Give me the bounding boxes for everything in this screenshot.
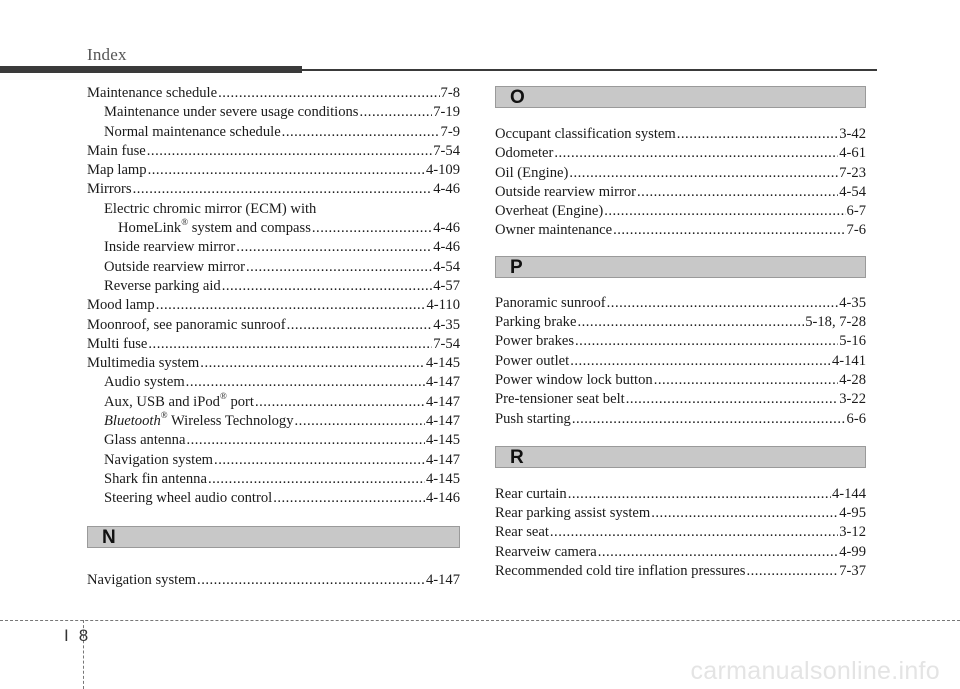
entry-label: Glass antenna	[104, 432, 186, 449]
index-entry	[87, 103, 460, 122]
entry-page: 6-7	[846, 203, 866, 220]
index-entry	[87, 180, 460, 199]
leader-dots	[186, 373, 425, 392]
leader-dots	[577, 313, 804, 332]
index-entry	[87, 296, 460, 315]
section-marker: I	[64, 626, 69, 645]
leader-dots	[287, 316, 433, 335]
index-entry	[495, 410, 866, 429]
entry-label: Power window lock button	[495, 371, 653, 388]
index-entry	[495, 125, 866, 144]
section-letter-bar-o	[495, 86, 866, 108]
section-letter-bar-r	[495, 446, 866, 468]
index-entry	[87, 123, 460, 142]
index-entry	[495, 485, 866, 504]
entry-label: Inside rearview mirror	[104, 239, 236, 256]
leader-dots	[575, 332, 838, 351]
entry-label: Outside rearview mirror	[104, 258, 246, 275]
entry-label: Moonroof, see panoramic sunroof	[87, 316, 286, 333]
entry-label: Power brakes	[495, 333, 575, 350]
entry-label	[118, 219, 311, 238]
entry-label: Panoramic sunroof	[495, 294, 606, 311]
entry-page: 4-54	[839, 183, 866, 200]
entry-label: Recommended cold tire inflation pressures	[495, 563, 746, 580]
index-entry	[87, 571, 460, 590]
index-entry	[87, 84, 460, 103]
entry-page: 5-16	[839, 333, 866, 350]
entry-label: Overheat (Engine)	[495, 203, 604, 220]
entry-page: 3-42	[839, 126, 866, 142]
leader-dots	[255, 393, 425, 412]
leader-dots	[208, 470, 425, 489]
header-rule-thin	[302, 69, 877, 71]
entry-label	[104, 412, 294, 431]
entry-label: Maintenance schedule	[87, 85, 218, 101]
header-rule-thick	[0, 66, 302, 73]
leader-dots	[214, 451, 425, 470]
index-entry	[87, 489, 460, 508]
entry-page: 4-46	[433, 220, 460, 237]
index-entry	[87, 142, 460, 161]
entry-page: 4-144	[831, 485, 866, 502]
entry-label: Mood lamp	[87, 297, 155, 314]
entry-page: 7-54	[433, 142, 460, 159]
entry-page: 7-37	[839, 563, 866, 580]
section-letter: N	[102, 526, 116, 548]
entry-page: 4-147	[425, 413, 460, 430]
leader-dots	[236, 238, 432, 257]
leader-dots	[360, 103, 433, 122]
entry-label-part: HomeLink	[118, 220, 182, 237]
index-entry	[87, 277, 460, 296]
entry-page: 4-95	[839, 505, 866, 522]
entry-label: Rearveiw camera	[495, 543, 597, 560]
section-letter: O	[510, 87, 525, 108]
entry-label: Oil (Engine)	[495, 164, 569, 181]
entry-label: Multi fuse	[87, 335, 148, 352]
leader-dots	[148, 335, 432, 354]
index-entry	[87, 200, 460, 219]
entry-page: 4-28	[839, 371, 866, 388]
entry-label: Rear seat	[495, 524, 549, 541]
entry-page: 4-146	[425, 490, 460, 507]
entry-label	[104, 390, 254, 412]
index-entry	[495, 352, 866, 371]
leader-dots	[568, 485, 831, 504]
leader-dots	[156, 296, 426, 315]
entry-label: Pre-tensioner seat belt	[495, 391, 625, 408]
leader-dots	[604, 202, 845, 221]
entry-label: Electric chromic mirror (ECM) with	[104, 200, 317, 217]
page-number-value: 8	[78, 626, 89, 645]
entry-label: Occupant classification system	[495, 126, 676, 142]
entry-label: Push starting	[495, 410, 571, 427]
leader-dots	[147, 142, 432, 161]
entry-label: Normal maintenance schedule	[104, 123, 281, 140]
leader-dots	[200, 354, 425, 373]
entry-label: Navigation system	[104, 451, 214, 468]
entry-label: Audio system	[104, 374, 185, 391]
entry-page: 4-147	[425, 451, 460, 468]
leader-dots	[570, 352, 831, 371]
index-entry	[87, 335, 460, 354]
entry-label: Reverse parking aid	[104, 277, 221, 294]
index-entry	[495, 390, 866, 409]
entry-page: 4-54	[433, 258, 460, 275]
registered-mark: ®	[181, 217, 189, 228]
entry-label: Odometer	[495, 145, 554, 162]
entry-page: 4-35	[433, 316, 460, 333]
leader-dots	[218, 84, 439, 103]
entry-label: Outside rearview mirror	[495, 183, 637, 200]
registered-mark: ®	[160, 410, 168, 421]
index-entry	[87, 316, 460, 335]
entry-label: Main fuse	[87, 142, 146, 159]
entry-page: 7-54	[433, 335, 460, 352]
leader-dots	[148, 161, 425, 180]
leader-dots	[569, 164, 838, 183]
entry-page: 4-147	[425, 393, 460, 410]
entry-page: 4-57	[433, 277, 460, 294]
entry-label-part: Wireless Technology	[167, 413, 294, 430]
entry-page: 4-145	[425, 355, 460, 372]
leader-dots	[550, 523, 838, 542]
registered-mark: ®	[219, 390, 227, 401]
entry-page: 4-61	[839, 145, 866, 162]
entry-label: Navigation system	[87, 571, 197, 588]
index-entry	[495, 313, 866, 332]
entry-page: 3-12	[839, 524, 866, 541]
entry-page: 4-110	[426, 297, 460, 314]
leader-dots	[222, 277, 433, 296]
watermark: carmanualsonline.info	[690, 657, 940, 685]
entry-page: 4-46	[433, 181, 460, 198]
entry-page: 4-141	[831, 352, 866, 369]
index-entry	[87, 412, 460, 431]
entry-page: 7-19	[433, 104, 460, 121]
section-letter-bar-p	[495, 256, 866, 278]
section-letter-bar-n	[87, 526, 460, 548]
leader-dots	[613, 221, 845, 240]
index-entry	[87, 390, 460, 412]
index-entry	[87, 373, 460, 392]
index-entry	[87, 451, 460, 470]
page-header-title: Index	[87, 45, 127, 64]
entry-label-part: Aux, USB and iPod	[104, 393, 220, 410]
leader-dots	[273, 489, 425, 508]
index-entry	[87, 431, 460, 450]
leader-dots	[282, 123, 440, 142]
index-entry	[495, 164, 866, 183]
entry-page: 4-109	[425, 162, 460, 179]
entry-page: 7-8	[440, 85, 460, 101]
index-entry	[495, 332, 866, 351]
index-entry	[87, 258, 460, 277]
page-number	[64, 626, 88, 646]
index-column-right	[495, 86, 866, 581]
entry-page: 4-147	[425, 374, 460, 391]
entry-page: 4-147	[425, 571, 460, 588]
leader-dots	[746, 562, 838, 581]
index-entry	[495, 371, 866, 390]
leader-dots	[651, 504, 838, 523]
leader-dots	[186, 431, 424, 450]
entry-page: 7-6	[846, 222, 866, 239]
index-entry	[495, 543, 866, 562]
entry-label-part: Bluetooth	[104, 413, 161, 430]
index-entry	[495, 562, 866, 581]
entry-label: Rear parking assist system	[495, 505, 651, 522]
leader-dots	[246, 258, 432, 277]
leader-dots	[197, 571, 425, 590]
entry-label: Multimedia system	[87, 355, 200, 372]
entry-page: 4-145	[425, 470, 460, 487]
entry-page: 4-46	[433, 239, 460, 256]
index-entry	[87, 219, 460, 238]
entry-page: 6-6	[846, 410, 866, 427]
entry-page: 4-145	[425, 432, 460, 449]
leader-dots	[554, 144, 838, 163]
leader-dots	[312, 219, 432, 238]
index-column-left	[87, 84, 460, 590]
entry-label: Maintenance under severe usage conditions	[104, 104, 359, 121]
section-letter: R	[510, 446, 524, 468]
entry-label: Owner maintenance	[495, 222, 613, 239]
leader-dots	[598, 543, 839, 562]
entry-page: 5-18, 7-28	[805, 314, 866, 331]
leader-dots	[133, 180, 433, 199]
index-entry	[495, 183, 866, 202]
index-entry	[87, 354, 460, 373]
leader-dots	[654, 371, 839, 390]
leader-dots	[637, 183, 838, 202]
leader-dots	[607, 294, 839, 313]
entry-page: 3-22	[839, 391, 866, 408]
index-entry	[495, 504, 866, 523]
entry-page: 7-9	[440, 123, 460, 140]
entry-label: Map lamp	[87, 162, 147, 179]
index-entry	[495, 202, 866, 221]
entry-label-part: port	[226, 393, 254, 410]
entry-label: Shark fin antenna	[104, 470, 207, 487]
index-entry	[495, 294, 866, 313]
entry-label: Steering wheel audio control	[104, 490, 273, 507]
entry-label-part: system and compass	[188, 220, 311, 237]
index-entry	[87, 238, 460, 257]
leader-dots	[677, 125, 838, 144]
index-entry	[495, 221, 866, 240]
entry-page: 7-23	[839, 164, 866, 181]
index-entry	[87, 161, 460, 180]
index-entry	[495, 523, 866, 542]
index-entry	[87, 470, 460, 489]
leader-dots	[572, 410, 846, 429]
entry-page: 4-99	[839, 543, 866, 560]
leader-dots	[626, 390, 839, 409]
entry-label: Parking brake	[495, 314, 577, 331]
section-letter: P	[510, 256, 523, 278]
entry-label: Power outlet	[495, 352, 570, 369]
index-entry	[495, 144, 866, 163]
leader-dots	[295, 412, 425, 431]
footer-dashed-rule	[0, 620, 960, 621]
entry-page: 4-35	[839, 294, 866, 311]
entry-label: Mirrors	[87, 181, 132, 198]
entry-label: Rear curtain	[495, 485, 567, 502]
